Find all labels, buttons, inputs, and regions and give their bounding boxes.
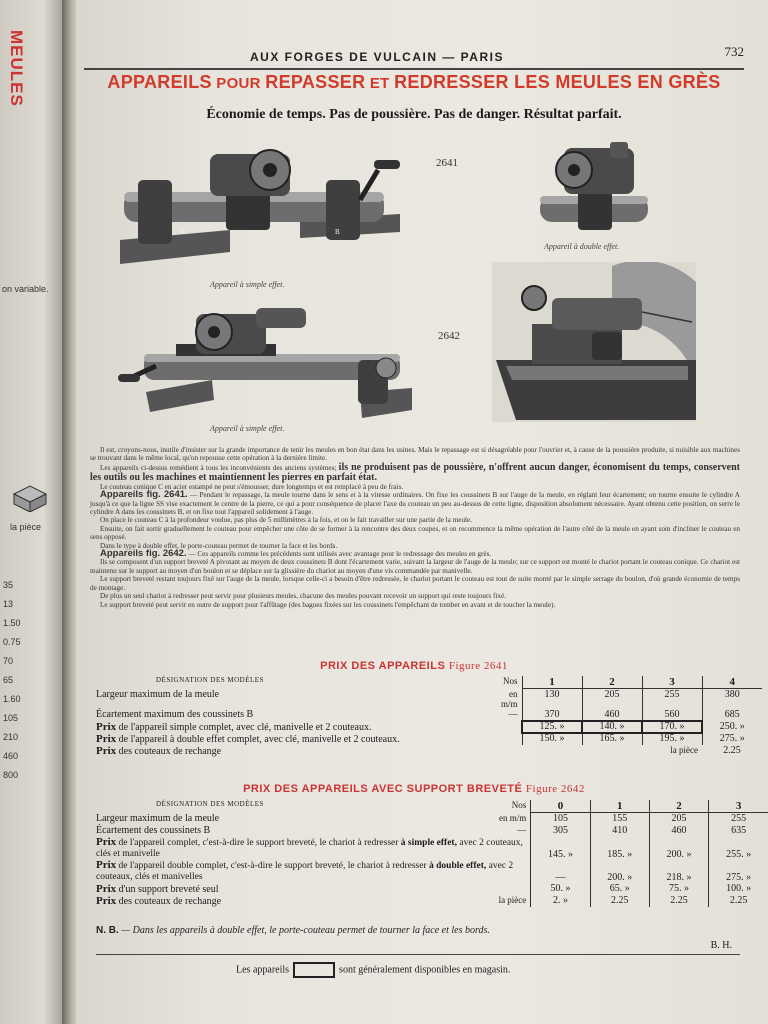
paragraph-text: — Ces appareils comme les précédents sont utilisés avec avantage pour le redressage des meules en grès.: [186, 550, 492, 559]
table-cell: 305: [531, 825, 590, 837]
machine-illustration-2641-simple: [110, 140, 410, 276]
table-cell: 165. »: [582, 733, 642, 745]
left-page-value: 210: [3, 732, 19, 742]
table-cell: 200. »: [590, 860, 649, 883]
price-table-2-title: [84, 783, 744, 795]
title-word: ET: [365, 75, 395, 92]
row-text: avec 2 couteaux, clés et manivelles: [96, 860, 514, 882]
table-cell: 2.25: [590, 895, 649, 907]
table-cell: 250. »: [702, 721, 762, 733]
row-lead: Prix: [96, 882, 117, 895]
table-title: PRIX DES APPAREILS: [320, 660, 446, 672]
table-row: [92, 883, 768, 895]
numbers-header: Nos: [511, 800, 527, 810]
note-text: — Dans les appareils à double effet, le porte-couteau permet de tourner la face et les bords.: [118, 925, 490, 936]
footer-text: Les appareils: [236, 964, 290, 976]
running-header: AUX FORGES DE VULCAIN — PARIS: [250, 50, 504, 64]
table-cell: 2.25: [723, 744, 741, 756]
row-text: de l'appareil à double effet complet, avec clé, manivelle et 2 couteaux.: [116, 733, 400, 745]
row-unit: —: [517, 824, 527, 835]
table-cell: 145. »: [531, 837, 590, 860]
row-lead: Prix: [96, 732, 117, 745]
machine-illustration-2641-double: [536, 140, 652, 238]
row-unit: —: [508, 708, 518, 719]
table-cell: 460: [582, 709, 642, 721]
figure-reference: Appareils fig. 2642.: [100, 548, 187, 560]
model-number: 3: [709, 800, 768, 813]
table-row: [92, 745, 762, 757]
row-label: [92, 721, 522, 733]
table-cell: 255: [642, 689, 702, 709]
row-unit: la pièce: [498, 894, 527, 905]
figure-number: 2641: [436, 157, 458, 169]
table-cell: 410: [590, 825, 649, 837]
svg-text:B: B: [335, 228, 340, 236]
row-emphasis: à double effet,: [429, 860, 487, 871]
left-page-value: 105: [3, 713, 19, 723]
table-cell: 185. »: [590, 837, 649, 860]
table-cell: 105: [531, 813, 590, 825]
table-cell: 75. »: [649, 883, 708, 895]
left-page-value: 0.75: [3, 637, 21, 647]
table-row: [92, 895, 768, 907]
table-cell: 275. »: [709, 860, 768, 883]
table-row: [92, 860, 768, 883]
table-cell: 50. »: [531, 883, 590, 895]
table-header-row: [92, 676, 762, 689]
paragraph: Ensuite, on fait sortir graduellement le couteau pour empêcher une côte de se former à la rencontre des deux coupes, et on recommence la même opération de l'autre côté de la meule en ayant soin d'incliner le couteau en sens opposé.: [90, 524, 740, 542]
row-label: [92, 860, 531, 883]
left-page-value: 65: [3, 675, 14, 685]
left-page-value: 13: [3, 599, 14, 609]
table-cell: 380: [702, 689, 762, 709]
table-cell: 205: [582, 689, 642, 709]
designation-header: [92, 800, 491, 813]
note: [96, 925, 490, 936]
table-cell: 2.25: [649, 895, 708, 907]
row-lead: Prix: [96, 858, 117, 871]
table-cell: 2.25: [709, 895, 768, 907]
figure-reference: Appareils fig. 2641.: [100, 489, 188, 501]
title-word: APPAREILS: [107, 72, 212, 92]
figure-number: 2642: [438, 330, 460, 342]
table-cell: 460: [649, 825, 708, 837]
table-cell: 65. »: [590, 883, 649, 895]
paragraph: De plus un seul chariot à redresser peut servir pour plusieurs meules, chacune des meules pouvant recevoir un support qui reste toujours fixé.: [100, 592, 506, 601]
table-cell: 2. »: [531, 895, 590, 907]
row-text: des couteaux de rechange: [116, 745, 222, 757]
left-page-fragment: on variable.: [2, 284, 49, 294]
table-title: PRIX DES APPAREILS AVEC SUPPORT BREVETÉ: [243, 783, 523, 795]
table-row: [92, 709, 762, 721]
table-cell: 155: [590, 813, 649, 825]
table-cell: 560: [642, 709, 702, 721]
price-table-2641: [92, 676, 762, 757]
paragraph: Le support breveté peut servir en outre de support pour l'affûtage (des bagues fixées sur les coussinets l'empêchant de tomber en avant et de toucher la meule).: [100, 600, 556, 609]
paragraph: Le support breveté restant toujours fixé sur l'auge de la meule, lorsque celle-ci a besoin d'être redressée, le chariot portant le couteau est tout de suite monté par le simple serrage du boulon, d'où grande économie de temps de montage.: [90, 575, 740, 592]
row-label: Écartement maximum des coussinets B: [96, 708, 254, 720]
table-cell: 685: [702, 709, 762, 721]
model-number: 2: [582, 676, 642, 689]
row-label: Écartement des coussinets B: [96, 824, 211, 836]
paragraph-text: — Pendant le repassage, la meule tourne dans le sens et à la vitesse ordinaires. On fixe les coussinets B sur l'auge de la meule, en réglant leur écartement; on tourne ensuite le cylindre A jusqu'à ce que la ligne SS vise exactement le centre de la pierre, ce qui a pour conséquence de placer l'axe du couteau un peu au-dessus de cette ligne, disposition absolument nécessaire. Ayant obtenu cette position, on serre le cylindre A dans les coussinets B, et on fixe tout l'appareil solidement à l'auge.: [90, 491, 740, 517]
table-row: [92, 825, 768, 837]
row-unit: en m/m: [499, 812, 527, 823]
row-text: de l'appareil complet, c'est-à-dire le support breveté, le chariot à redresser: [116, 837, 401, 848]
title-word: POUR: [211, 75, 266, 92]
table-row: [92, 733, 762, 745]
svg-text:A: A: [180, 228, 186, 236]
title-word: REDRESSER LES MEULES EN GRÈS: [394, 72, 721, 92]
row-text: des couteaux de rechange: [116, 895, 222, 907]
page-subtitle: Économie de temps. Pas de poussière. Pas de danger. Résultat parfait.: [206, 107, 622, 122]
left-page-column: [3, 576, 21, 785]
paragraph: Le couteau conique C en acier estampé ne peut s'émousser, dure longtemps et est remplacé à peu de frais.: [100, 482, 404, 491]
machine-illustration-2642-mounted: [492, 262, 696, 422]
table-cell: 140. »: [582, 721, 642, 733]
left-page-illustration: [10, 482, 50, 512]
designation-label: DÉSIGNATION DES MODÈLES: [156, 676, 264, 684]
price-table-2642: [92, 800, 768, 907]
table-header-row: [92, 800, 768, 813]
table-figure-ref: Figure 2642: [525, 783, 585, 795]
left-page-value: 1.50: [3, 618, 21, 628]
footer-rule: [96, 954, 740, 955]
table-cell: 195. »: [642, 733, 702, 745]
row-label: [92, 837, 531, 860]
paragraph: On place le couteau C à la profondeur voulue, pas plus de 5 millimètres à la fois, et on le fait travailler sur une partie de la meule.: [100, 516, 473, 525]
paragraph: [90, 463, 740, 483]
signature-initials: B. H.: [710, 940, 732, 951]
figure-caption: Appareil à simple effet.: [210, 280, 285, 289]
catalog-page: [76, 0, 768, 1024]
numbers-header: Nos: [502, 676, 518, 686]
row-text: avec 2 couteaux, clés et manivelle: [96, 837, 523, 859]
table-cell: 100. »: [709, 883, 768, 895]
page-number: 732: [724, 44, 744, 59]
table-row: [92, 721, 762, 733]
row-emphasis: à simple effet,: [400, 837, 457, 848]
model-number: 0: [531, 800, 590, 813]
table-cell: 170. »: [642, 721, 702, 733]
table-cell: 370: [522, 709, 582, 721]
table-cell: 635: [709, 825, 768, 837]
model-number: 4: [702, 676, 762, 689]
row-label: [92, 883, 531, 895]
figure-caption: Appareil à simple effet.: [210, 424, 285, 433]
title-word: REPASSER: [265, 72, 366, 92]
designation-header: [92, 676, 497, 689]
row-label: Largeur maximum de la meule: [96, 688, 220, 700]
left-page-edge: [0, 0, 62, 1024]
left-page-value: 1.60: [3, 694, 21, 704]
model-number: 1: [522, 676, 582, 689]
table-row: [92, 689, 762, 709]
header-rule: [84, 68, 744, 70]
table-cell: 218. »: [649, 860, 708, 883]
table-cell: 150. »: [522, 733, 582, 745]
row-label: [92, 745, 522, 757]
table-cell: 275. »: [702, 733, 762, 745]
left-page-value: 35: [3, 580, 14, 590]
paragraph: [90, 491, 740, 516]
model-number: 1: [590, 800, 649, 813]
table-row: [92, 813, 768, 825]
paragraph-emphasis: ils ne produisent pas de poussière, n'offrent aucun danger, économisent du temps, conservent les outils ou les machines et maintiennent les pierres en parfait état.: [90, 461, 740, 483]
table-row: [92, 837, 768, 860]
row-lead: Prix: [96, 894, 117, 907]
left-page-value: 70: [3, 656, 14, 666]
table-cell: 130: [522, 689, 582, 709]
row-text: de l'appareil simple complet, avec clé, manivelle et 2 couteaux.: [116, 721, 372, 733]
left-page-title: MEULES: [7, 30, 26, 107]
table-cell: 125. »: [522, 721, 582, 733]
row-lead: Prix: [96, 744, 117, 757]
table-cell: 200. »: [649, 837, 708, 860]
table-cell: 255: [709, 813, 768, 825]
left-page-value: 460: [3, 751, 19, 761]
table-cell: —: [531, 860, 590, 883]
page-title: [84, 72, 744, 93]
paragraph: [90, 550, 740, 558]
row-label: [92, 895, 491, 907]
footer-text: sont généralement disponibles en magasin.: [339, 964, 511, 976]
paragraph: Dans le type à double effet, le porte-couteau permet de tourner la face et les bords.: [100, 541, 338, 550]
model-number: 2: [649, 800, 708, 813]
paragraph: Ils se composent d'un support breveté A pivotant au moyen de deux coussinets B dont l'écartement varie, suivant la largeur de l'auge de la meule; sur ce support est monté le chariot portant le couteau conique. Ce chariot est maintenu sur le support au moyen d'un boulon et se déplace sur la glissière du chariot au moyen d'une vis commandée par manivelle.: [90, 558, 740, 575]
description-text: [90, 446, 740, 609]
paragraph-text: Les appareils ci-dessus remédient à tous les inconvénients des anciens systèmes;: [100, 463, 339, 472]
row-unit: la pièce: [670, 744, 698, 755]
row-text: d'un support breveté seul: [116, 883, 219, 895]
row-text: de l'appareil double complet, c'est-à-dire le support breveté, le chariot à redresser: [116, 860, 429, 871]
table-cell: 205: [649, 813, 708, 825]
figure-caption: Appareil à double effet.: [544, 242, 620, 251]
row-label: [92, 733, 522, 745]
legend-box: [293, 962, 335, 978]
machine-illustration-2642-simple: [116, 300, 416, 424]
designation-label: DÉSIGNATION DES MODÈLES: [156, 800, 264, 808]
table-figure-ref: Figure 2641: [448, 660, 508, 672]
table-cell: 255. »: [709, 837, 768, 860]
footer-note: [236, 962, 510, 978]
left-page-fragment: la pièce: [10, 522, 42, 532]
row-lead: Prix: [96, 720, 117, 733]
row-label: Largeur maximum de la meule: [96, 812, 220, 824]
note-lead: N. B.: [96, 925, 119, 936]
paragraph: Il est, croyons-nous, inutile d'insister sur la grande importance de tenir les meules en bon état dans les usines. Mais le repassage est si désagréable pour l'ouvrier et, à cause de la poussière produite, si nuisible aux machines se trouvant dans le même local, qu'on repousse cette opération à la dernière limite.: [90, 446, 740, 463]
left-page-value: 800: [3, 770, 19, 780]
row-unit: en m/m: [501, 688, 518, 709]
price-table-1-title: [84, 660, 744, 672]
model-number: 3: [642, 676, 702, 689]
row-lead: Prix: [96, 835, 117, 848]
